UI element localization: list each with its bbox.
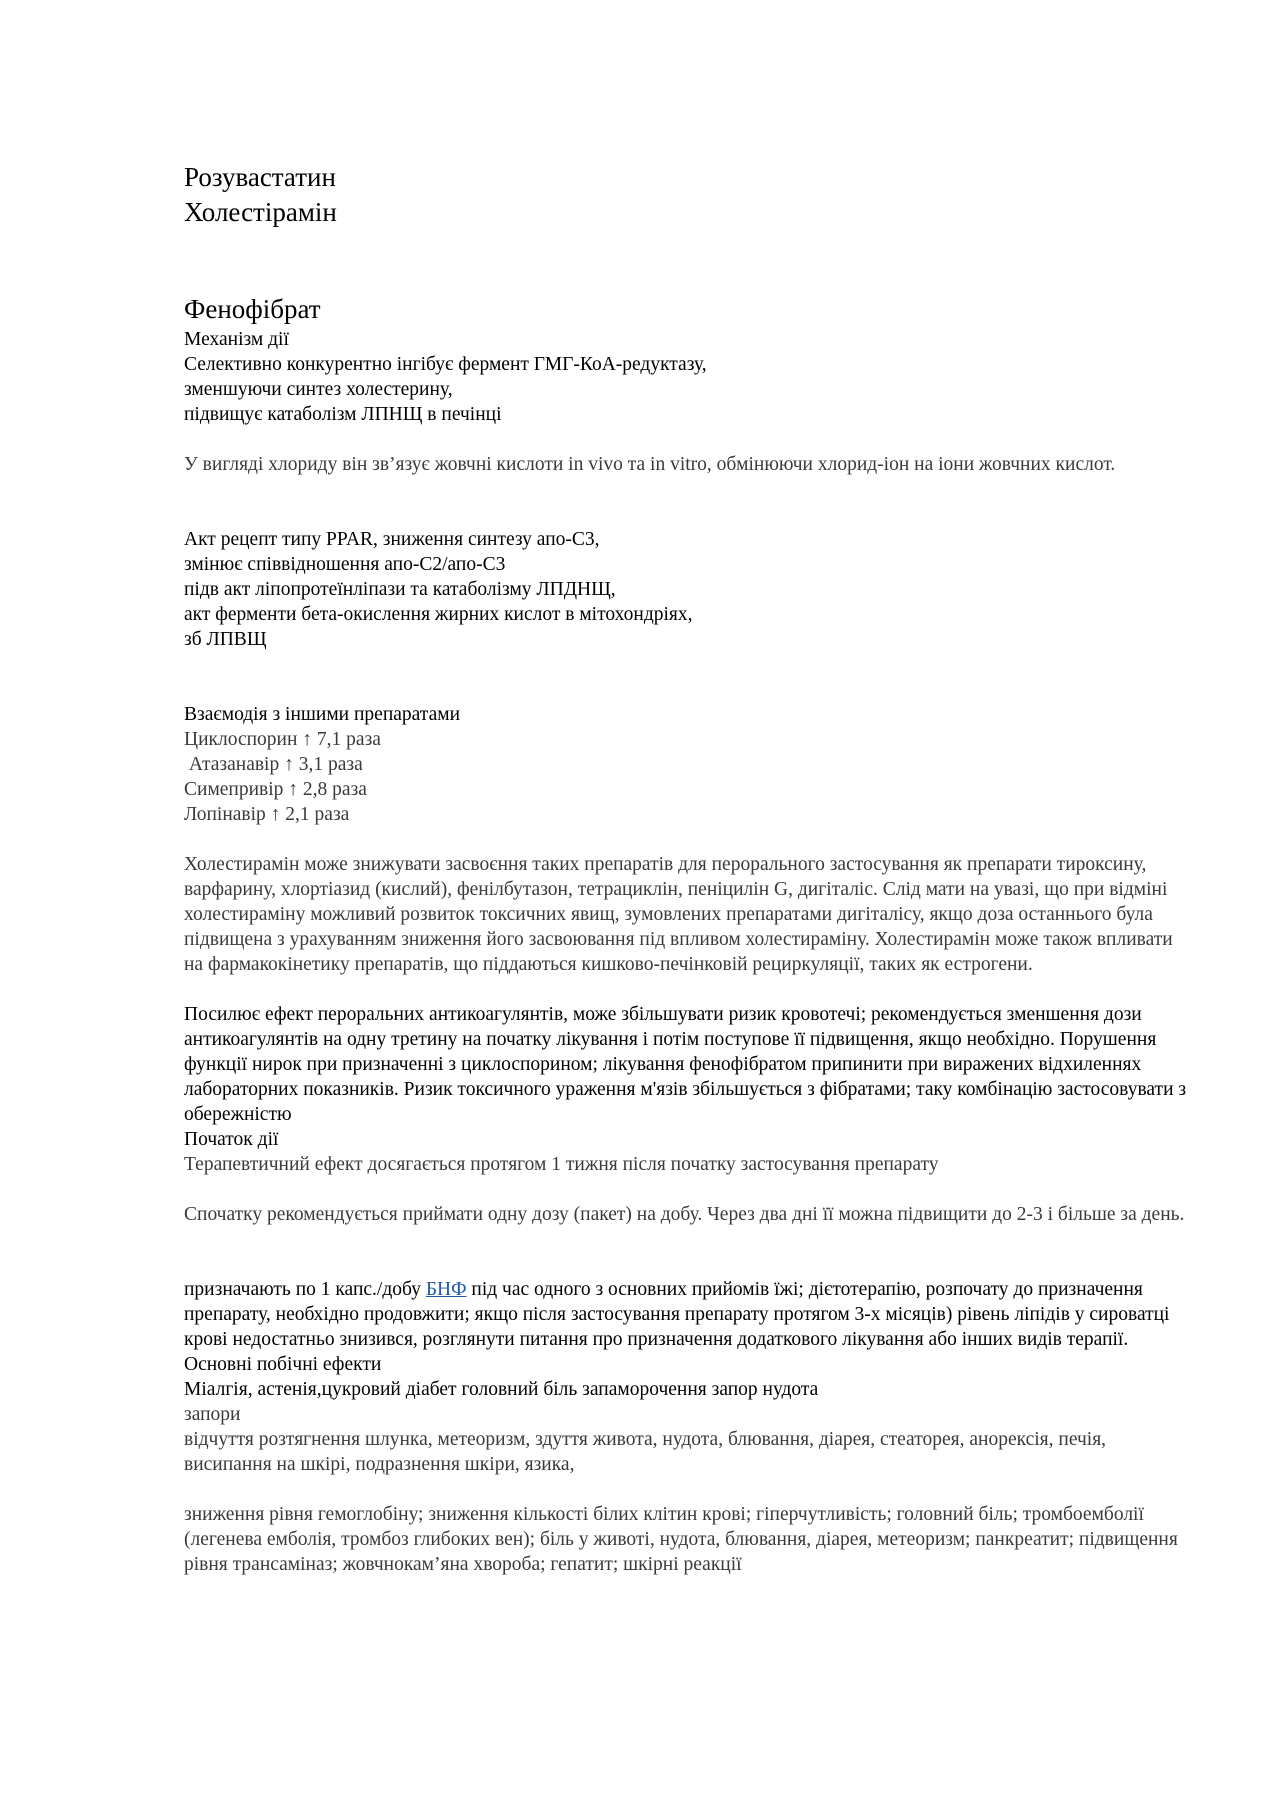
interaction-rosuvastatin-line: Лопінавір ↑ 2,1 раза bbox=[184, 804, 350, 825]
onset-cholestyramine: Спочатку рекомендується приймати одну дозу (пакет) на добу. Через два дні її можна підвищити до 2-3 і більше за день. bbox=[184, 1204, 1185, 1225]
mechanism-fenofibrate-line: акт ферменти бета-окислення жирних кислот в мітохондріях, bbox=[184, 604, 693, 625]
side-effects-rosuvastatin: Міалгія, астенія,цукровий діабет головний біль запаморочення запор нудота bbox=[184, 1379, 819, 1400]
heading-cholestyramine: Холестірамін bbox=[184, 197, 337, 227]
onset-fenofibrate-text: призначають по 1 капс./добу bbox=[184, 1279, 426, 1300]
mechanism-fenofibrate-line: змінює співвідношення апо-С2/апо-С3 bbox=[184, 554, 506, 575]
heading-rosuvastatin: Розувастатин bbox=[184, 162, 336, 192]
onset-rosuvastatin: Терапевтичний ефект досягається протягом 1 тижня після початку застосування препарату bbox=[184, 1154, 939, 1175]
interaction-cholestyramine: Холестирамін може знижувати засвоєння таких препаратів для перорального застосування як препарати тироксину, варфарину, хлортіазид (кислий), фенілбутазон, тетрациклін, пеніцилін G, дигіталіс. Слід мати на увазі, що при відміні холестираміну можливий розвиток токсичних явищ, зумовлених препаратами дигіталісу, якщо доза останнього була підвищена з урахуванням зниження його засвоювання під впливом холестираміну. Холестирамін може також впливати на фармакокінетику препаратів, що піддаються кишково-печінковій рециркуляції, таких як естрогени. bbox=[184, 854, 1173, 975]
section-title-mechanism: Механізм дії bbox=[184, 329, 289, 350]
interaction-rosuvastatin-line: Атазанавір ↑ 3,1 раза bbox=[184, 754, 363, 775]
mechanism-cholestyramine: У вигляді хлориду він зв’язує жовчні кислоти in vivo та in vitro, обмінюючи хлорид-іон на іони жовчних кислот. bbox=[184, 454, 1116, 475]
interaction-rosuvastatin-line: Симепривір ↑ 2,8 раза bbox=[184, 779, 367, 800]
section-title-onset: Початок дії bbox=[184, 1129, 279, 1150]
side-effects-fenofibrate: зниження рівня гемоглобіну; зниження кількості білих клітин крові; гіперчутливість; головний біль; тромбоемболії (легенева емболія, тромбоз глибоких вен); біль у животі, нудота, блювання, діарея, метеоризм; панкреатит; підвищення рівня трансаміназ; жовчнокам’яна хвороба; гепатит; шкірні реакції bbox=[184, 1504, 1178, 1575]
onset-fenofibrate-text: під час одного з основних прийомів їжі; дієтотерапію, розпочату до призначення препарату, необхідно продовжити; якщо після застосування препарату протягом 3-х місяців) рівень ліпідів у сироватці крові недостатньо знизився, розглянути питання про призначення додаткового лікування або інших видів терапії. bbox=[184, 1279, 1170, 1350]
interaction-fenofibrate: Посилює ефект пероральних антикоагулянтів, може збільшувати ризик кровотечі; рекомендується зменшення дози антикоагулянтів на одну третину на початку лікування і потім поступове її підвищення, якщо необхідно. Порушення функції нирок при призначенні з циклоспорином; лікування фенофібратом припинити при виражених відхиленнях лабораторних показників. Ризик токсичного ураження м'язів збільшується з фібратами; таку комбінацію застосовувати з обережністю bbox=[184, 1004, 1187, 1125]
onset-fenofibrate bbox=[184, 1277, 1194, 1352]
document-page bbox=[184, 160, 1194, 1577]
side-effects-cholestyramine: відчуття розтягнення шлунка, метеоризм, здуття живота, нудота, блювання, діарея, стеаторея, анорексія, печія, висипання на шкірі, подразнення шкіри, язика, bbox=[184, 1429, 1107, 1475]
side-effects-cholestyramine-constipation: запори bbox=[184, 1404, 241, 1425]
mechanism-rosuvastatin-line: Селективно конкурентно інгібує фермент ГМГ-КоА-редуктазу, bbox=[184, 354, 707, 375]
mechanism-fenofibrate-line: Акт рецепт типу PPAR, зниження синтезу апо-С3, bbox=[184, 529, 600, 550]
mechanism-rosuvastatin-line: зменшуючи синтез холестерину, bbox=[184, 379, 453, 400]
section-title-side-effects: Основні побічні ефекти bbox=[184, 1354, 382, 1375]
mechanism-fenofibrate-line: підв акт ліпопротеїнліпази та катаболізму ЛПДНЩ, bbox=[184, 579, 616, 600]
interaction-rosuvastatin-line: Циклоспорин ↑ 7,1 раза bbox=[184, 729, 381, 750]
heading-fenofibrate: Фенофібрат bbox=[184, 294, 321, 324]
bnf-link[interactable]: БНФ bbox=[425, 1279, 467, 1300]
mechanism-rosuvastatin-line: підвищує катаболізм ЛПНЩ в печінці bbox=[184, 404, 502, 425]
section-title-interactions: Взаємодія з іншими препаратами bbox=[184, 704, 460, 725]
mechanism-fenofibrate-line: зб ЛПВЩ bbox=[184, 629, 267, 650]
